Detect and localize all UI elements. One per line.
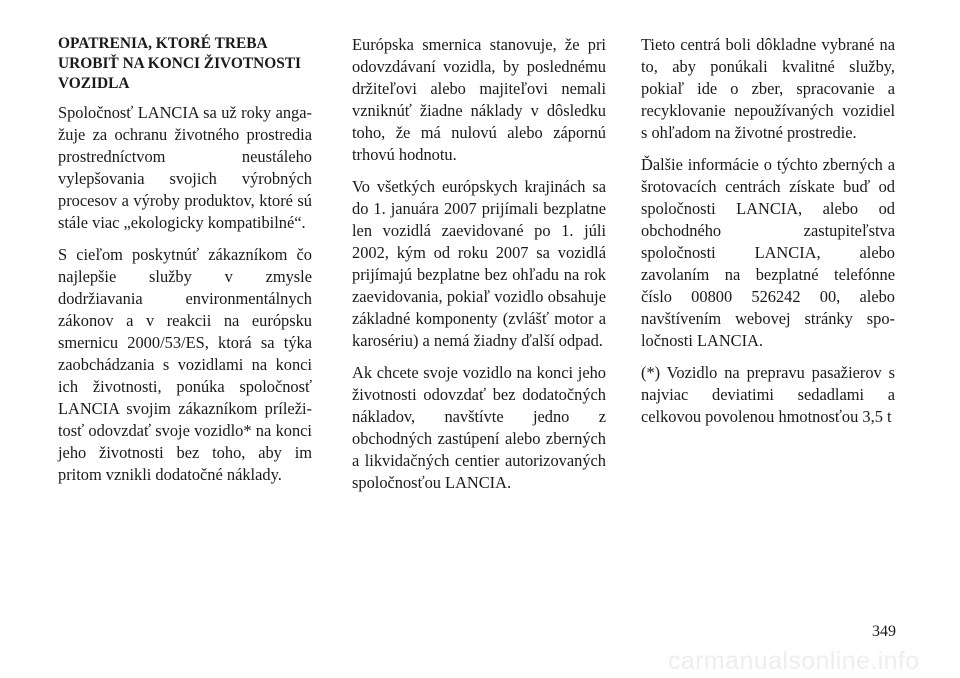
paragraph: Európska smernica stanovuje, že pri odovzdávaní vozidla, by poslednému držiteľovi alebo majiteľovi nemali vzniknúť žiadne náklady v dôsledku toho, že má nulovú alebo zápornú trhovú hodnotu. (352, 35, 606, 164)
paragraph: Vo všetkých európskych krajinách sa do 1. januára 2007 prijímali bezplatne len vozidlá zaevidované po 1. júli 2002, kým od roku 2007 sa vozidlá prijímajú bezplatne bez ohľadu na rok zaevidovania, pokiaľ vozidlo obsahuje základné komponenty (zvlášť motor a karosériu) a nemá žiadny ďalší odpad. (352, 177, 606, 350)
paragraph: Ak chcete svoje vozidlo na konci jeho životnosti odovzdať bez dodatočných nákladov, navštívte jedno z obchodných zastúpení alebo zberných a likvidačných centier autorizovaných spoločnosťou LANCIA. (352, 363, 606, 492)
paragraph: Ďalšie informácie o týchto zberných a šrotovacích centrách získate buď od spoločnosti LANCIA, alebo od obchodného zastupiteľstva spoločnosti LANCIA, alebo zavolaním na bezplatné telefónne číslo 00800 526242 00, alebo navštívením webovej stránky spoločnosti LANCIA. (641, 155, 895, 350)
watermark: carmanualsonline.info (668, 647, 920, 675)
text-column-1 (58, 34, 312, 496)
footnote: (*) Vozidlo na prepravu pasažierov s najviac deviatimi sedadlami a celkovou povolenou hmotnosťou 3,5 t (641, 363, 895, 426)
paragraph: Tieto centrá boli dôkladne vybrané na to, aby ponúkali kvalitné služby, pokiaľ ide o zber, spracovanie a recyklovanie nepoužívaných vozidiel s ohľadom na životné prostredie. (641, 35, 895, 142)
paragraph: Spoločnosť LANCIA sa už roky angažuje za ochranu životného prostredia prostredníctvom neustáleho vylepšovania svojich výrobných procesov a výroby produktov, ktoré sú stále viac „ekologicky kompatibilné“. (58, 103, 312, 232)
page-number: 349 (872, 623, 896, 640)
paragraph: S cieľom poskytnúť zákazníkom čo najlepšie služby v zmysle dodržiavania environmentálnych zákonov a v reakcii na európsku smernicu 2000/53/ES, ktorá sa týka zaobchádzania s vozidlami na konci ich životnosti, ponúka spoločnosť LANCIA svojim zákazníkom príležitosť odovzdať svoje vozidlo* na konci jeho životnosti bez toho, aby im pritom vznikli dodatočné náklady. (58, 245, 312, 484)
text-column-2 (352, 34, 606, 504)
section-heading: OPATRENIA, KTORÉ TREBA UROBIŤ NA KONCI ŽIVOTNOSTI VOZIDLA (58, 35, 302, 92)
text-column-3 (641, 34, 895, 438)
